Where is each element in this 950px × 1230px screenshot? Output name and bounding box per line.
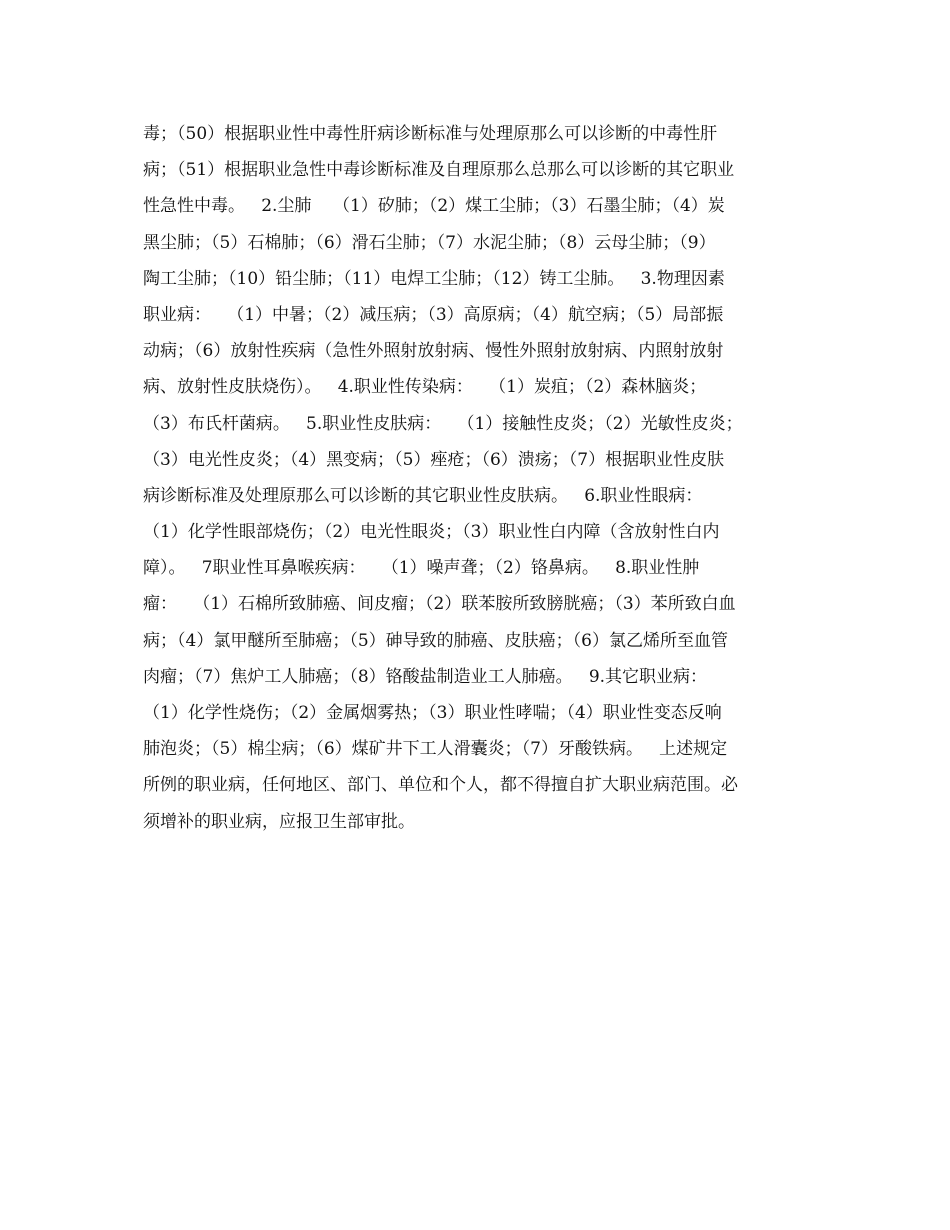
text-line: 障）。 7职业性耳鼻喉疾病： （1）噪声聋；（2）铬鼻病。 8.职业性肿 [143,558,700,579]
text-line: 病诊断标准及处理原那么可以诊断的其它职业性皮肤病。 6.职业性眼病： [143,485,703,506]
text-line: （1）化学性烧伤；（2）金属烟雾热；（3）职业性哮喘；（4）职业性变态反响 [143,703,722,723]
text-line: 肺泡炎；（5）棉尘病；（6）煤矿井下工人滑囊炎；（7）牙酸铁病。 上述规定 [143,739,728,760]
body-text [143,116,813,840]
text-line: 性急性中毒。 2.尘肺 （1）矽肺；（2）煤工尘肺；（3）石墨尘肺；（4）炭 [143,196,725,217]
text-line: 病、放射性皮肤烧伤）。 4.职业性传染病： （1）炭疽；（2）森林脑炎； [143,377,707,398]
text-line: 须增补的职业病，应报卫生部审批。 [143,811,415,832]
text-line: 病；（51）根据职业急性中毒诊断标准及自理原那么总那么可以诊断的其它职业 [143,160,735,181]
text-line: （3）布氏杆菌病。 5.职业性皮肤病： （1）接触性皮炎；（2）光敏性皮炎； [143,413,743,434]
text-line: （1）化学性眼部烧伤；（2）电光性眼炎；（3）职业性白内障（含放射性白内 [143,522,720,543]
text-line: 肉瘤；（7）焦炉工人肺癌；（8）铬酸盐制造业工人肺癌。 9.其它职业病： [143,666,708,687]
text-line: 黑尘肺；（5）石棉肺；（6）滑石尘肺；（7）水泥尘肺；（8）云母尘肺；（9） [143,232,716,253]
text-line: 病；（4）氯甲醚所至肺癌；（5）砷导致的肺癌、皮肤癌；（6）氯乙烯所至血管 [143,630,728,651]
text-line: 动病；（6）放射性疾病（急性外照射放射病、慢性外照射放射病、内照射放射 [143,341,724,362]
text-line: 所例的职业病，任何地区、部门、单位和个人，都不得擅自扩大职业病范围。必 [143,775,738,796]
text-line: （3）电光性皮炎；（4）黑变病；（5）痤疮；（6）溃疡；（7）根据职业性皮肤 [143,449,725,470]
text-line: 职业病： （1）中暑；（2）减压病；（3）高原病；（4）航空病；（5）局部振 [143,304,724,325]
text-line: 瘤： （1）石棉所致肺癌、间皮瘤；（2）联苯胺所致膀胱癌；（3）苯所致白血 [143,594,736,615]
text-line: 毒；（50）根据职业性中毒性肝病诊断标准与处理原那么可以诊断的中毒性肝 [143,124,718,144]
text-line: 陶工尘肺；（10）铅尘肺；（11）电焊工尘肺；（12）铸工尘肺。 3.物理因素 [143,268,725,289]
